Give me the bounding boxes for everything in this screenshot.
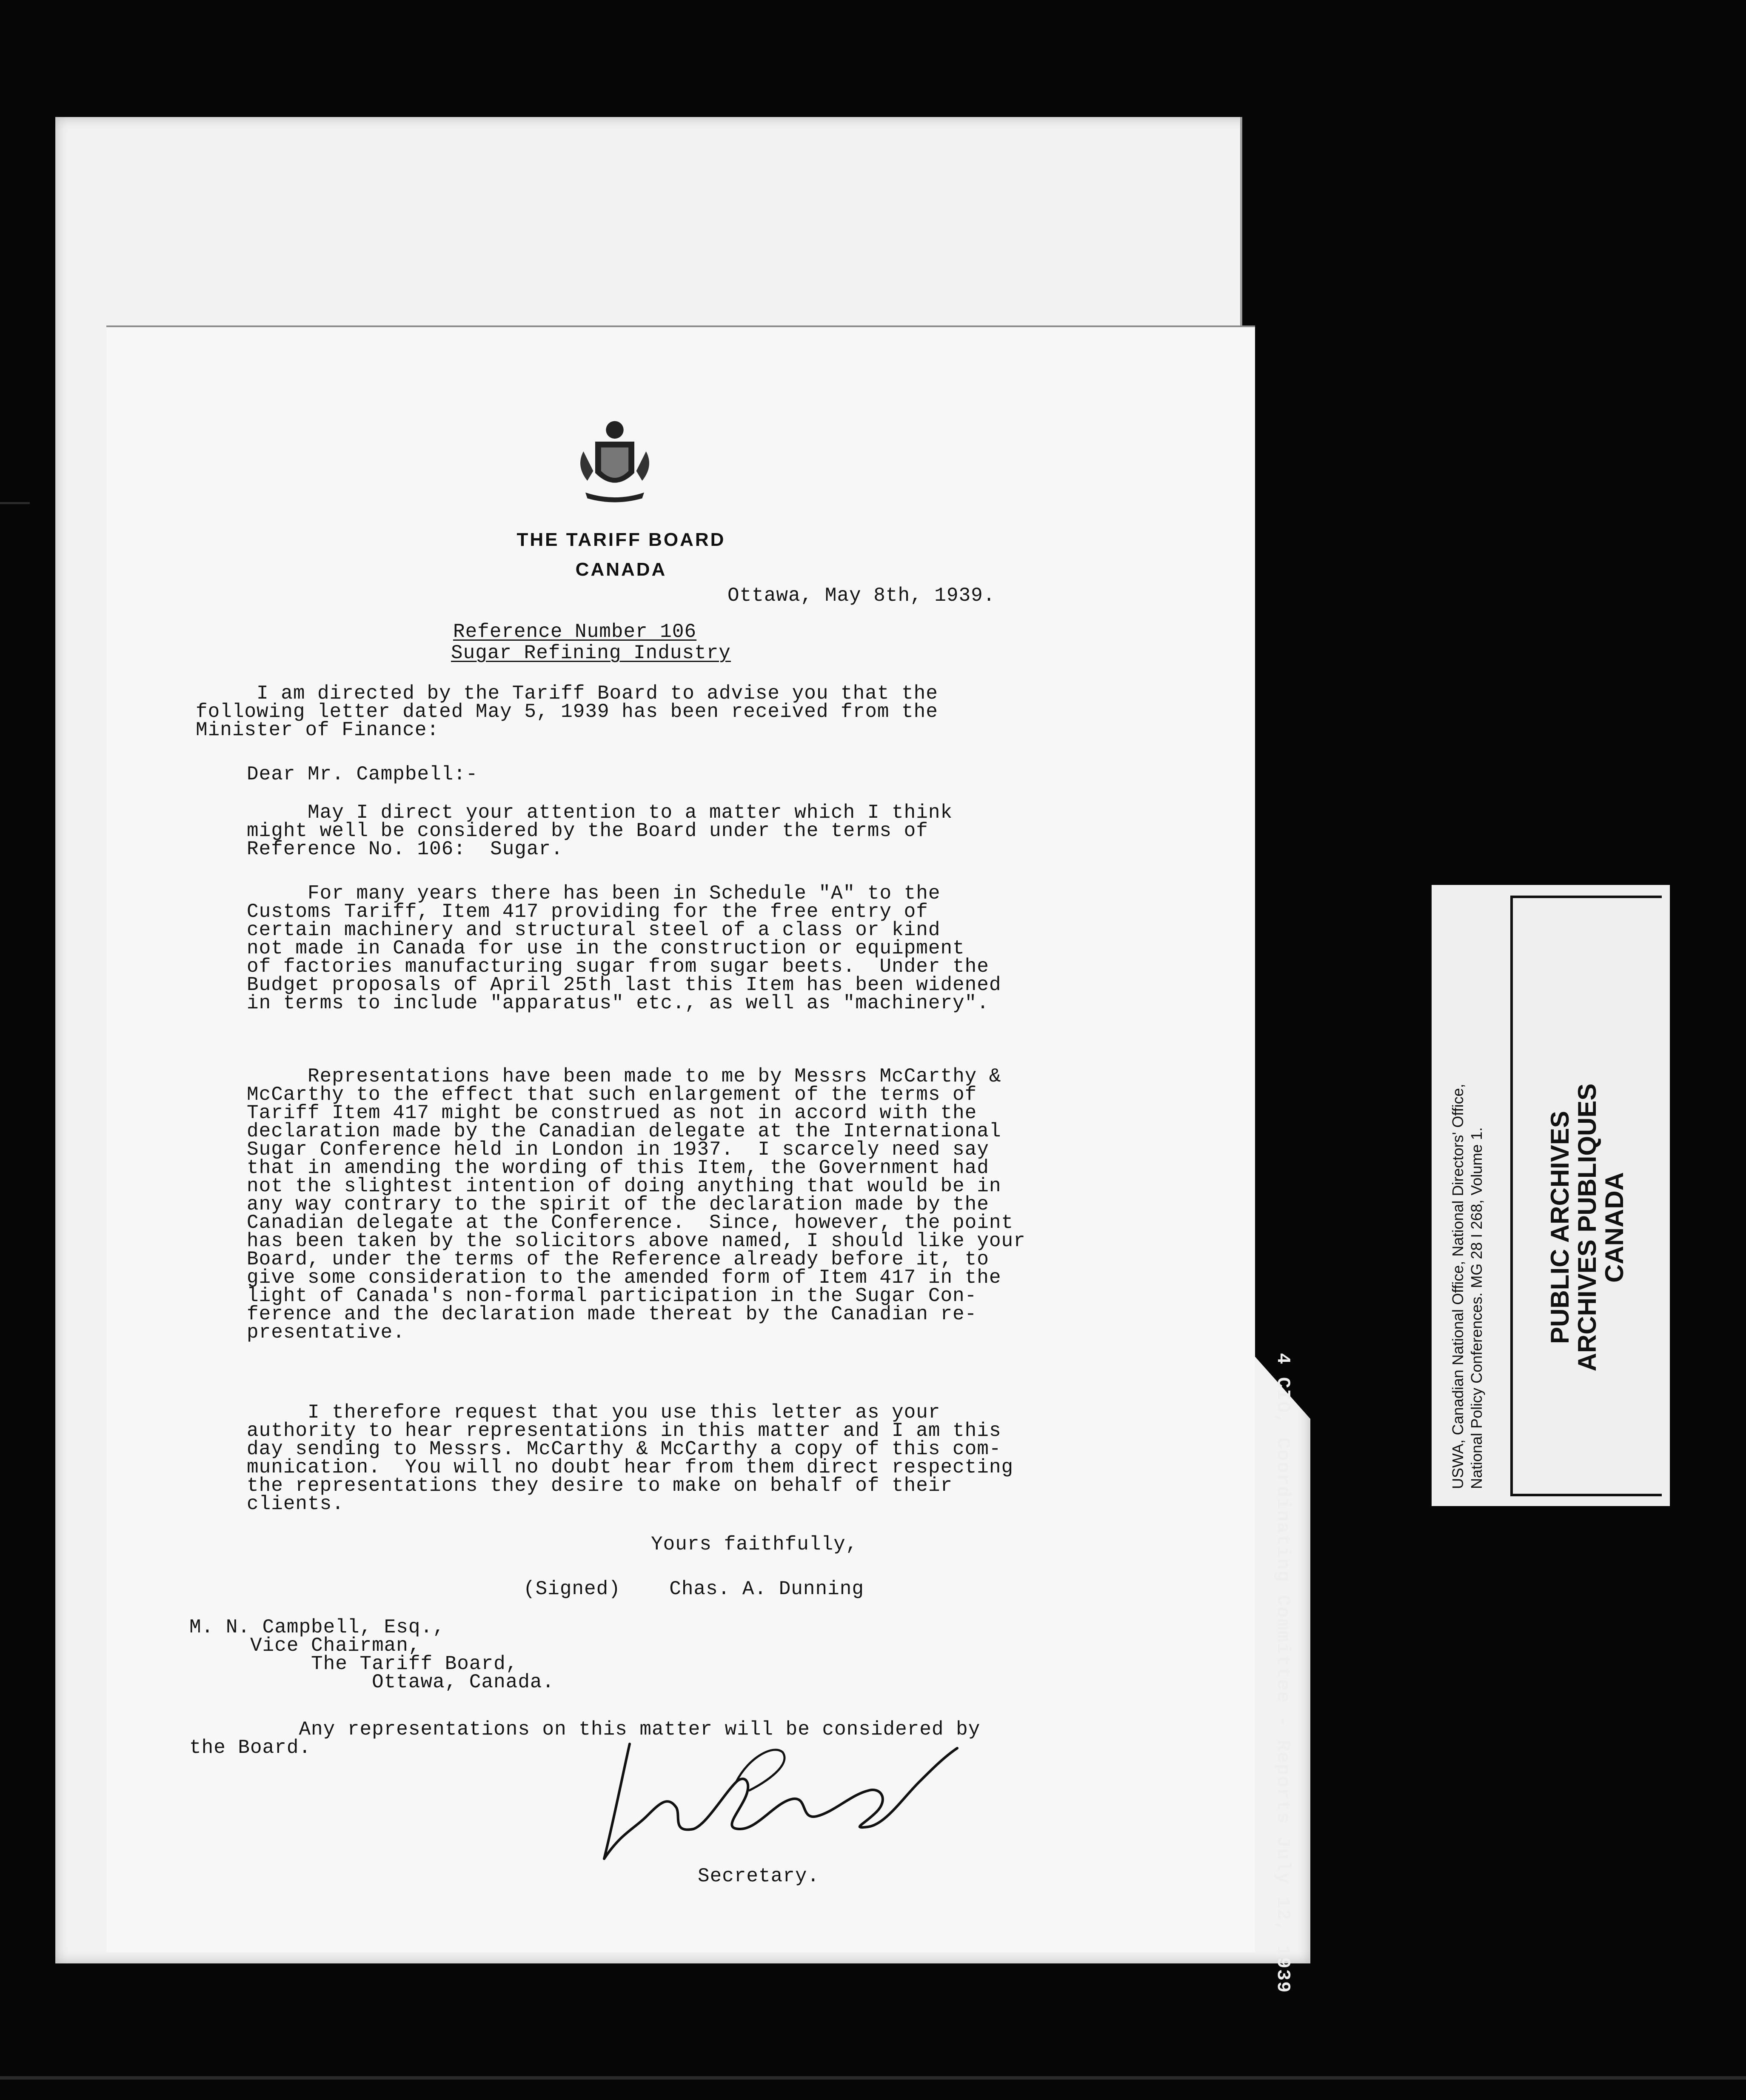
quoted-paragraph-2: For many years there has been in Schedule "A" to the Customs Tariff, Item 417 providing for the free entry of certain machinery and structural steel of a class or kind not made in Canada for use in the construction or equipment of factories manufacturing sugar from sugar beets. Under the Budget proposals of April 25th last this Item has been widened in terms to include "apparatus" etc., as well as "machinery". [247, 882, 1001, 1014]
archive-caption-line-1: USWA, Canadian National Office, National Directors' Office, [1449, 1084, 1466, 1489]
handwritten-signature [596, 1731, 961, 1867]
letterhead-org: THE TARIFF BOARD [516, 529, 726, 550]
coat-of-arms-crest [566, 412, 664, 510]
archive-stamp-line-1: PUBLIC ARCHIVES [1546, 1111, 1574, 1344]
salutation: Dear Mr. Campbell:- [247, 763, 478, 785]
signed-line: (Signed) Chas. A. Dunning [523, 1578, 864, 1600]
archive-stamp-line-2: ARCHIVES PUBLIQUES [1573, 1083, 1601, 1372]
archive-stamp [1546, 885, 1628, 1472]
reference-number: Reference Number 106 [453, 621, 697, 643]
quoted-paragraph-4: I therefore request that you use this letter as your authority to hear representations in this matter and I am this day sending to Messrs. McCarthy & McCarthy a copy of this com- munication. You will no doubt hear from them direct respecting the representations they desire to make on behalf of their clients. [247, 1401, 1014, 1515]
secretary-title: Secretary. [698, 1865, 820, 1887]
quoted-paragraph-3: Representations have been made to me by Messrs McCarthy & McCarthy to the effect that such enlargement of the terms of Tariff Item 417 might be construed as not in accord with the declaration made by the Canadian delegate at the International Sugar Conference held in London in 1937. I scarcely need say that in amending the wording of this Item, the Government had not the slightest intention of doing anything that would be in any way contrary to the spirit of the declaration made by the Canadian delegate at the Conference. Since, however, the point has been taken by the solicitors above named, I should like your Board, under the terms of the Reference already before it, to give some consideration to the amended form of Item 417 in the light of Canada's non-formal participation in the Sugar Con- ference and the declaration made thereat by the Canadian re- presentative. [247, 1065, 1026, 1344]
folder-tab-label: 4 CIO, Coordinating Committee - Reports July 12, 1939 [1272, 1353, 1293, 1994]
letter-sheet [106, 325, 1255, 1952]
film-scratch [0, 502, 30, 504]
quoted-paragraph-1: May I direct your attention to a matter which I think might well be considered by the Board under the terms of Reference No. 106: Sugar. [247, 802, 953, 860]
closing: Yours faithfully, [651, 1533, 858, 1555]
archive-caption-line-2: National Policy Conferences. MG 28 I 268, Volume 1. [1468, 1127, 1485, 1489]
final-note: Any representations on this matter will be considered by the Board. [189, 1718, 981, 1759]
date-line: Ottawa, May 8th, 1939. [728, 585, 996, 607]
intro-paragraph: I am directed by the Tariff Board to advise you that the following letter dated May 5, 1939 has been received from the Minister of Finance: [196, 682, 938, 741]
recipient-address: M. N. Campbell, Esq., Vice Chairman, The Tariff Board, Ottawa, Canada. [189, 1616, 555, 1693]
archive-caption [1449, 902, 1486, 1489]
film-edge-line [0, 2076, 1746, 2080]
archive-stamp-line-3: CANADA [1600, 1172, 1629, 1283]
archive-label [1432, 885, 1670, 1506]
letterhead-country: CANADA [575, 559, 667, 580]
reference-subject: Sugar Refining Industry [451, 642, 731, 664]
